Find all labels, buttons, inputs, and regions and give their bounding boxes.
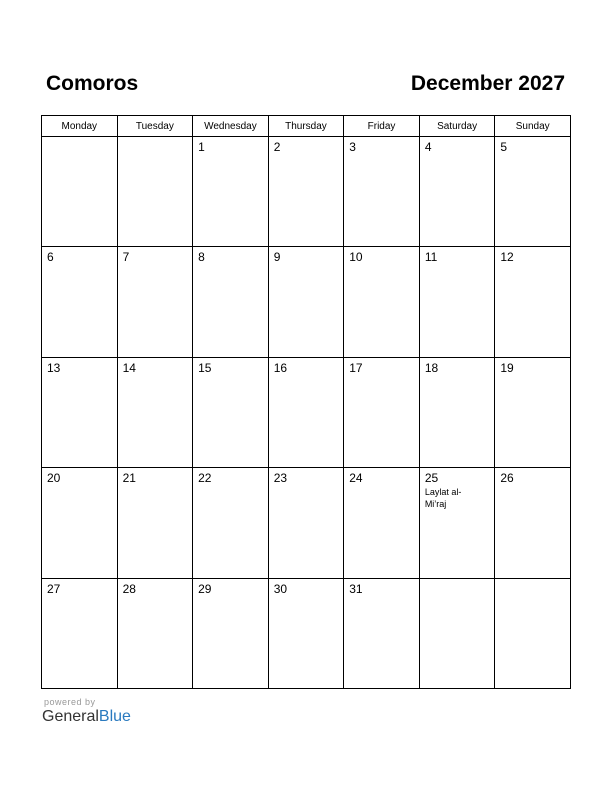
powered-by-label: powered by [44, 697, 96, 707]
day-number: 4 [424, 140, 432, 154]
day-cell [419, 247, 495, 357]
week-row [42, 137, 571, 247]
day-cell [344, 578, 420, 688]
day-number: 10 [349, 250, 363, 265]
day-number: 30 [273, 581, 288, 596]
day-number: 9 [273, 250, 281, 265]
weekday-sunday: Sunday [495, 116, 571, 137]
day-number: 28 [122, 581, 136, 596]
month-year-title: December 2027 [410, 72, 565, 95]
day-cell [42, 247, 118, 357]
day-cell [268, 357, 344, 467]
day-cell [344, 137, 420, 247]
day-number: 23 [273, 471, 288, 486]
day-cell [268, 468, 344, 578]
day-cell [344, 247, 420, 357]
day-cell [193, 468, 269, 578]
day-cell [193, 247, 269, 357]
weekday-friday: Friday [344, 116, 420, 137]
day-number: 6 [47, 250, 54, 265]
day-cell [419, 137, 495, 247]
holiday-label: Laylat al-Mi’raj [424, 487, 462, 510]
week-row [42, 247, 571, 357]
day-number: 25 [424, 471, 439, 486]
generalblue-logo[interactable] [42, 708, 131, 726]
day-number: 21 [122, 471, 136, 486]
day-number: 31 [349, 581, 363, 596]
day-cell [268, 137, 344, 247]
day-number: 22 [198, 471, 212, 486]
day-cell [495, 357, 571, 467]
day-number: 8 [198, 250, 205, 265]
day-number: 1 [198, 140, 205, 154]
day-number: 11 [424, 250, 438, 265]
day-cell [193, 137, 269, 247]
day-cell [117, 578, 193, 688]
day-cell [495, 578, 571, 688]
weekday-wednesday: Wednesday [193, 116, 269, 137]
day-number: 29 [198, 581, 212, 596]
day-cell [495, 247, 571, 357]
day-number: 20 [47, 471, 61, 486]
brand-blue-text: Blue [98, 708, 131, 725]
country-title: Comoros [46, 72, 139, 95]
day-cell [419, 468, 495, 578]
day-cell [117, 137, 193, 247]
day-number: 14 [122, 360, 136, 375]
weekday-thursday: Thursday [268, 116, 344, 137]
day-number: 15 [198, 360, 212, 375]
weekday-header-row [42, 116, 571, 137]
day-cell [419, 578, 495, 688]
day-number: 18 [424, 360, 439, 375]
week-row [42, 468, 571, 578]
day-number: 24 [349, 471, 363, 486]
day-cell [193, 578, 269, 688]
day-number: 26 [500, 471, 514, 486]
day-cell [495, 468, 571, 578]
day-cell [344, 468, 420, 578]
week-row [42, 578, 571, 688]
day-cell [344, 357, 420, 467]
day-number: 3 [349, 140, 356, 154]
day-number: 27 [47, 581, 61, 596]
day-number: 13 [47, 360, 61, 375]
day-cell [42, 578, 118, 688]
day-cell [495, 137, 571, 247]
day-cell [117, 357, 193, 467]
day-number: 17 [349, 360, 363, 375]
day-cell [268, 247, 344, 357]
calendar-grid [41, 115, 571, 689]
day-cell [42, 357, 118, 467]
weekday-saturday: Saturday [419, 116, 495, 137]
day-cell [117, 468, 193, 578]
day-number: 19 [500, 360, 514, 375]
day-number: 12 [500, 250, 514, 265]
weekday-monday: Monday [42, 116, 118, 137]
day-cell [42, 468, 118, 578]
day-number: 2 [273, 140, 281, 154]
day-cell [42, 137, 118, 247]
day-number: 7 [122, 250, 130, 265]
day-cell [419, 357, 495, 467]
day-number: 5 [500, 140, 508, 154]
day-cell [268, 578, 344, 688]
weekday-tuesday: Tuesday [117, 116, 193, 137]
brand-general-text: General [42, 708, 99, 725]
day-cell [193, 357, 269, 467]
week-row [42, 357, 571, 467]
day-cell [117, 247, 193, 357]
day-number: 16 [273, 360, 288, 375]
